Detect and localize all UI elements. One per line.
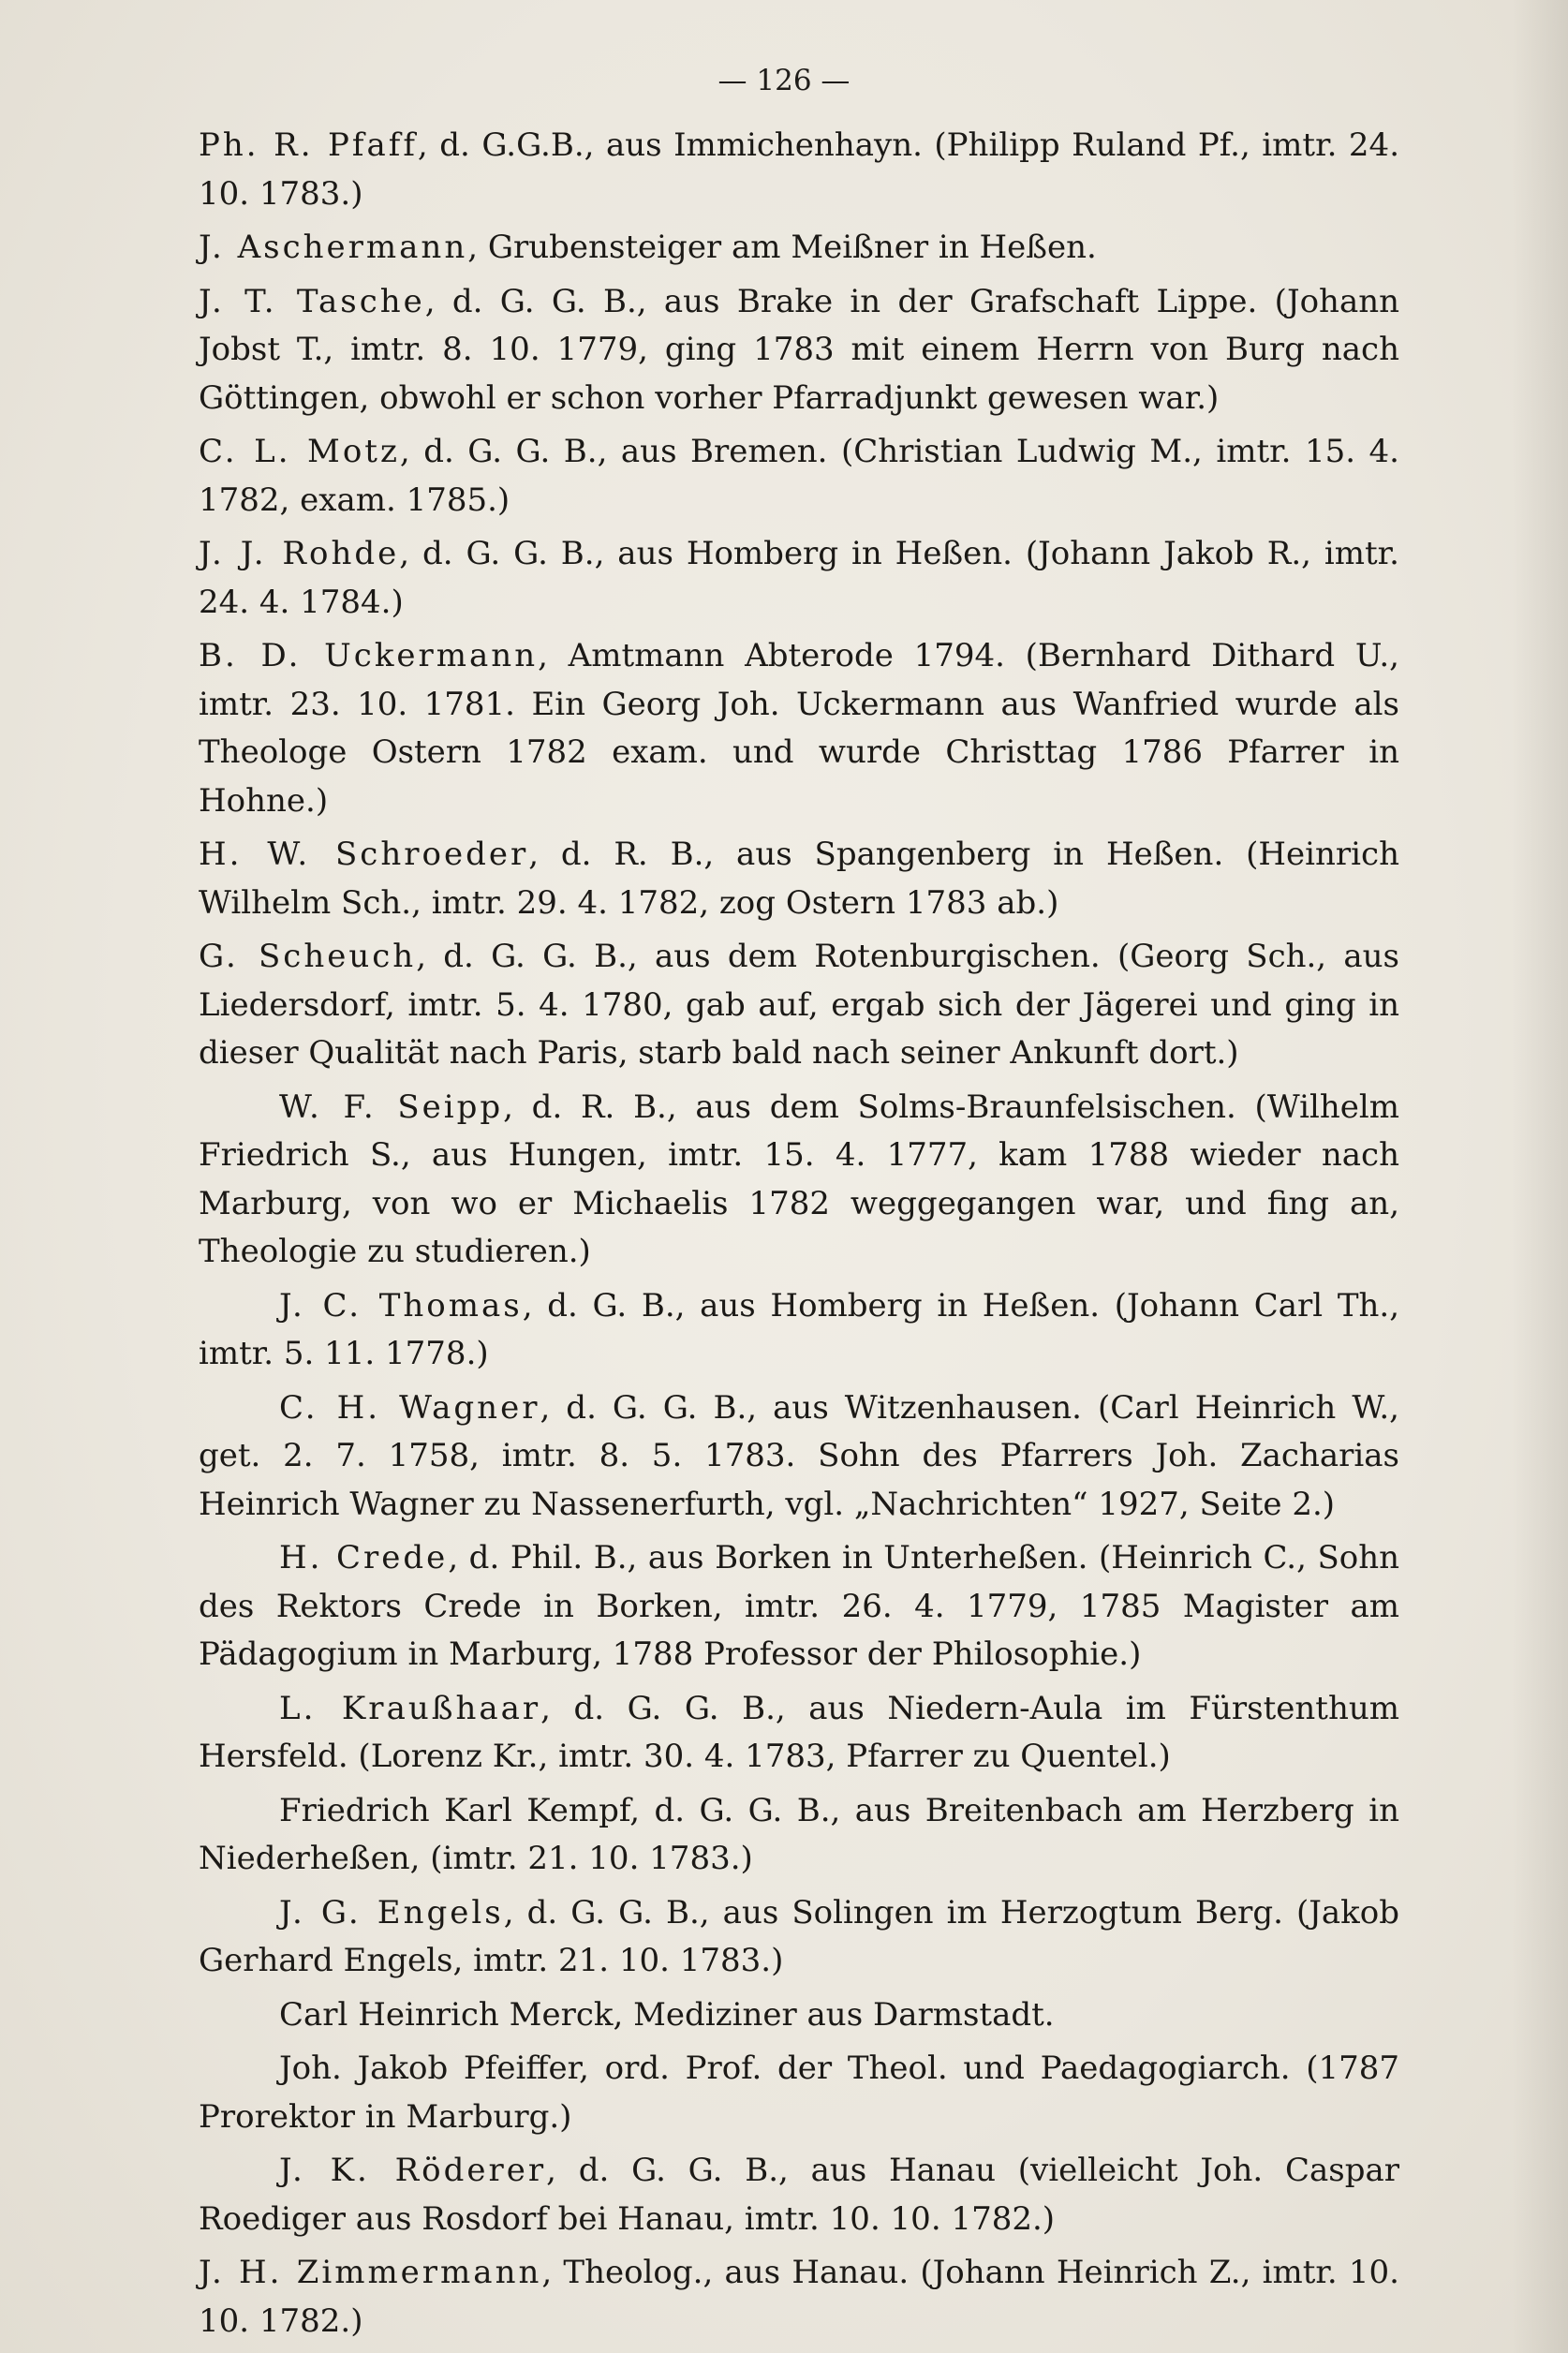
entry-thomas bbox=[199, 1282, 1399, 1379]
entry-text: , d. G. G. B., aus Niedern-Aula im Fürstenthum Hersfeld. (Lorenz Kr., imtr. 30. 4. 1783, Pfarrer zu Quentel.) bbox=[199, 1689, 1399, 1775]
entry-list bbox=[199, 122, 1399, 2351]
entry-text: , d. G. B., aus Homberg in Heßen. (Johann Carl Th., imtr. 5. 11. 1778.) bbox=[199, 1286, 1400, 1372]
entry-text: , d. G. G. B., aus Breitenbach am Herzberg in Niederheßen, (imtr. 21. 10. 1783.) bbox=[199, 1791, 1399, 1877]
entry-text: , d. R. B., aus dem Solms-Braunfelsischen. (Wilhelm Friedrich S., aus Hungen, imtr. 15. 4. 1777, kam 1788 wieder nach Marburg, von wo er Michaelis 1782 weggegangen war, und fing an, Theologie zu studieren.) bbox=[199, 1088, 1399, 1270]
entry-uckermann bbox=[199, 632, 1399, 825]
spine-shadow bbox=[1512, 0, 1568, 2353]
entry-name: J. K. Röderer bbox=[279, 2152, 547, 2189]
entry-motz bbox=[199, 428, 1399, 525]
entry-name: C. H. Wagner bbox=[279, 1388, 540, 1427]
entry-roederer bbox=[199, 2147, 1399, 2243]
entry-crede bbox=[199, 1534, 1399, 1680]
entry-zimmermann bbox=[199, 2249, 1399, 2346]
entry-name: J. T. Tasche bbox=[199, 282, 425, 320]
entry-text: , Amtmann Abterode 1794. (Bernhard Dithard U., imtr. 23. 10. 1781. Ein Georg Joh. Uckermann aus Wanfried wurde als Theologe Ostern 1782 exam. und wurde Christtag 1786 Pfarrer in Hohne.) bbox=[199, 637, 1399, 820]
entry-name: H. Crede bbox=[279, 1539, 449, 1576]
entry-kraußhaar bbox=[199, 1685, 1399, 1782]
entry-name: J. H. Zimmermann bbox=[199, 2254, 542, 2291]
entry-kempf bbox=[199, 1787, 1399, 1884]
entry-name: Ph. R. Pfaff bbox=[199, 126, 418, 164]
entry-pfeiffer bbox=[199, 2045, 1399, 2141]
entry-name: J. J. Rohde bbox=[199, 535, 400, 572]
entry-name: H. W. Schroeder bbox=[199, 836, 529, 873]
entry-pfaff bbox=[199, 122, 1399, 218]
entry-text: , d. G. G. B., aus Witzenhausen. (Carl Heinrich W., get. 2. 7. 1758, imtr. 8. 5. 1783. Sohn des Pfarrers Joh. Zacharias Heinrich Wagner zu Nassenerfurth, vgl. „Nachrichten“ 1927, Seite 2.) bbox=[199, 1388, 1399, 1523]
entry-engels bbox=[199, 1889, 1399, 1986]
entry-text: , d. G. G. B., aus Solingen im Herzogtum Berg. (Jakob Gerhard Engels, imtr. 21. 10. 1783.) bbox=[199, 1893, 1399, 1979]
entry-text: , d. G.G.B., aus Immichenhayn. (Philipp Ruland Pf., imtr. 24. 10. 1783.) bbox=[199, 126, 1399, 213]
entry-text: , d. R. B., aus Spangenberg in Heßen. (Heinrich Wilhelm Sch., imtr. 29. 4. 1782, zog Ostern 1783 ab.) bbox=[199, 836, 1399, 922]
entry-name: J. G. Engels bbox=[279, 1893, 504, 1931]
entry-scheuch bbox=[199, 933, 1399, 1078]
entry-name: Friedrich Karl Kempf bbox=[279, 1791, 630, 1829]
entry-seipp bbox=[199, 1084, 1399, 1277]
page-number: — 126 — bbox=[717, 64, 851, 97]
entry-aschermann bbox=[199, 224, 1399, 273]
entry-name: J. C. Thomas bbox=[279, 1286, 523, 1324]
entry-text: , d. Phil. B., aus Borken in Unterheßen. (Heinrich C., Sohn des Rektors Crede in Borken, imtr. 26. 4. 1779, 1785 Magister am Pädagogium in Marburg, 1788 Professor der Philosophie.) bbox=[199, 1539, 1399, 1673]
entry-merck bbox=[199, 1991, 1399, 2040]
entry-text: , Theolog., aus Hanau. (Johann Heinrich Z., imtr. 10. 10. 1782.) bbox=[199, 2254, 1399, 2340]
entry-name: J. Aschermann bbox=[199, 229, 468, 266]
entry-text: , d. G. G. B., aus Hanau (vielleicht Joh. Caspar Roediger aus Rosdorf bei Hanau, imtr. 10. 10. 1782.) bbox=[199, 2152, 1399, 2238]
entry-rohde bbox=[199, 530, 1399, 627]
entry-text: , d. G. G. B., aus dem Rotenburgischen. (Georg Sch., aus Liedersdorf, imtr. 5. 4. 1780, gab auf, ergab sich der Jägerei und ging in dieser Qualität nach Paris, starb bald nach seiner Ankunft dort.) bbox=[199, 938, 1399, 1072]
entry-name: W. F. Seipp bbox=[279, 1088, 504, 1126]
entry-text: , Mediziner aus Darmstadt. bbox=[613, 1995, 1055, 2034]
entry-name: Joh. Jakob Pfeiffer bbox=[279, 2050, 580, 2087]
entry-wagner bbox=[199, 1384, 1399, 1530]
entry-text: , Grubensteiger am Meißner in Heßen. bbox=[467, 229, 1097, 266]
entry-name: G. Scheuch bbox=[199, 938, 417, 975]
entry-text: , d. G. G. B., aus Homberg in Heßen. (Johann Jakob R., imtr. 24. 4. 1784.) bbox=[199, 535, 1399, 621]
entry-text: , ord. Prof. der Theol. und Paedagogiarch. (1787 Prorektor in Marburg.) bbox=[199, 2050, 1399, 2136]
entry-schroeder bbox=[199, 831, 1399, 927]
entry-text: , d. G. G. B., aus Brake in der Grafschaft Lippe. (Johann Jobst T., imtr. 8. 10. 1779, ging 1783 mit einem Herrn von Burg nach Göttingen, obwohl er schon vorher Pfarradjunkt gewesen war.) bbox=[199, 282, 1400, 417]
entry-name: C. L. Motz bbox=[199, 433, 400, 470]
entry-tasche bbox=[199, 278, 1399, 423]
entry-name: Carl Heinrich Merck bbox=[279, 1995, 614, 2034]
entry-name: L. Kraußhaar bbox=[279, 1689, 541, 1727]
entry-name: B. D. Uckermann bbox=[199, 637, 539, 674]
entry-text: , d. G. G. B., aus Bremen. (Christian Ludwig M., imtr. 15. 4. 1782, exam. 1785.) bbox=[199, 433, 1399, 519]
